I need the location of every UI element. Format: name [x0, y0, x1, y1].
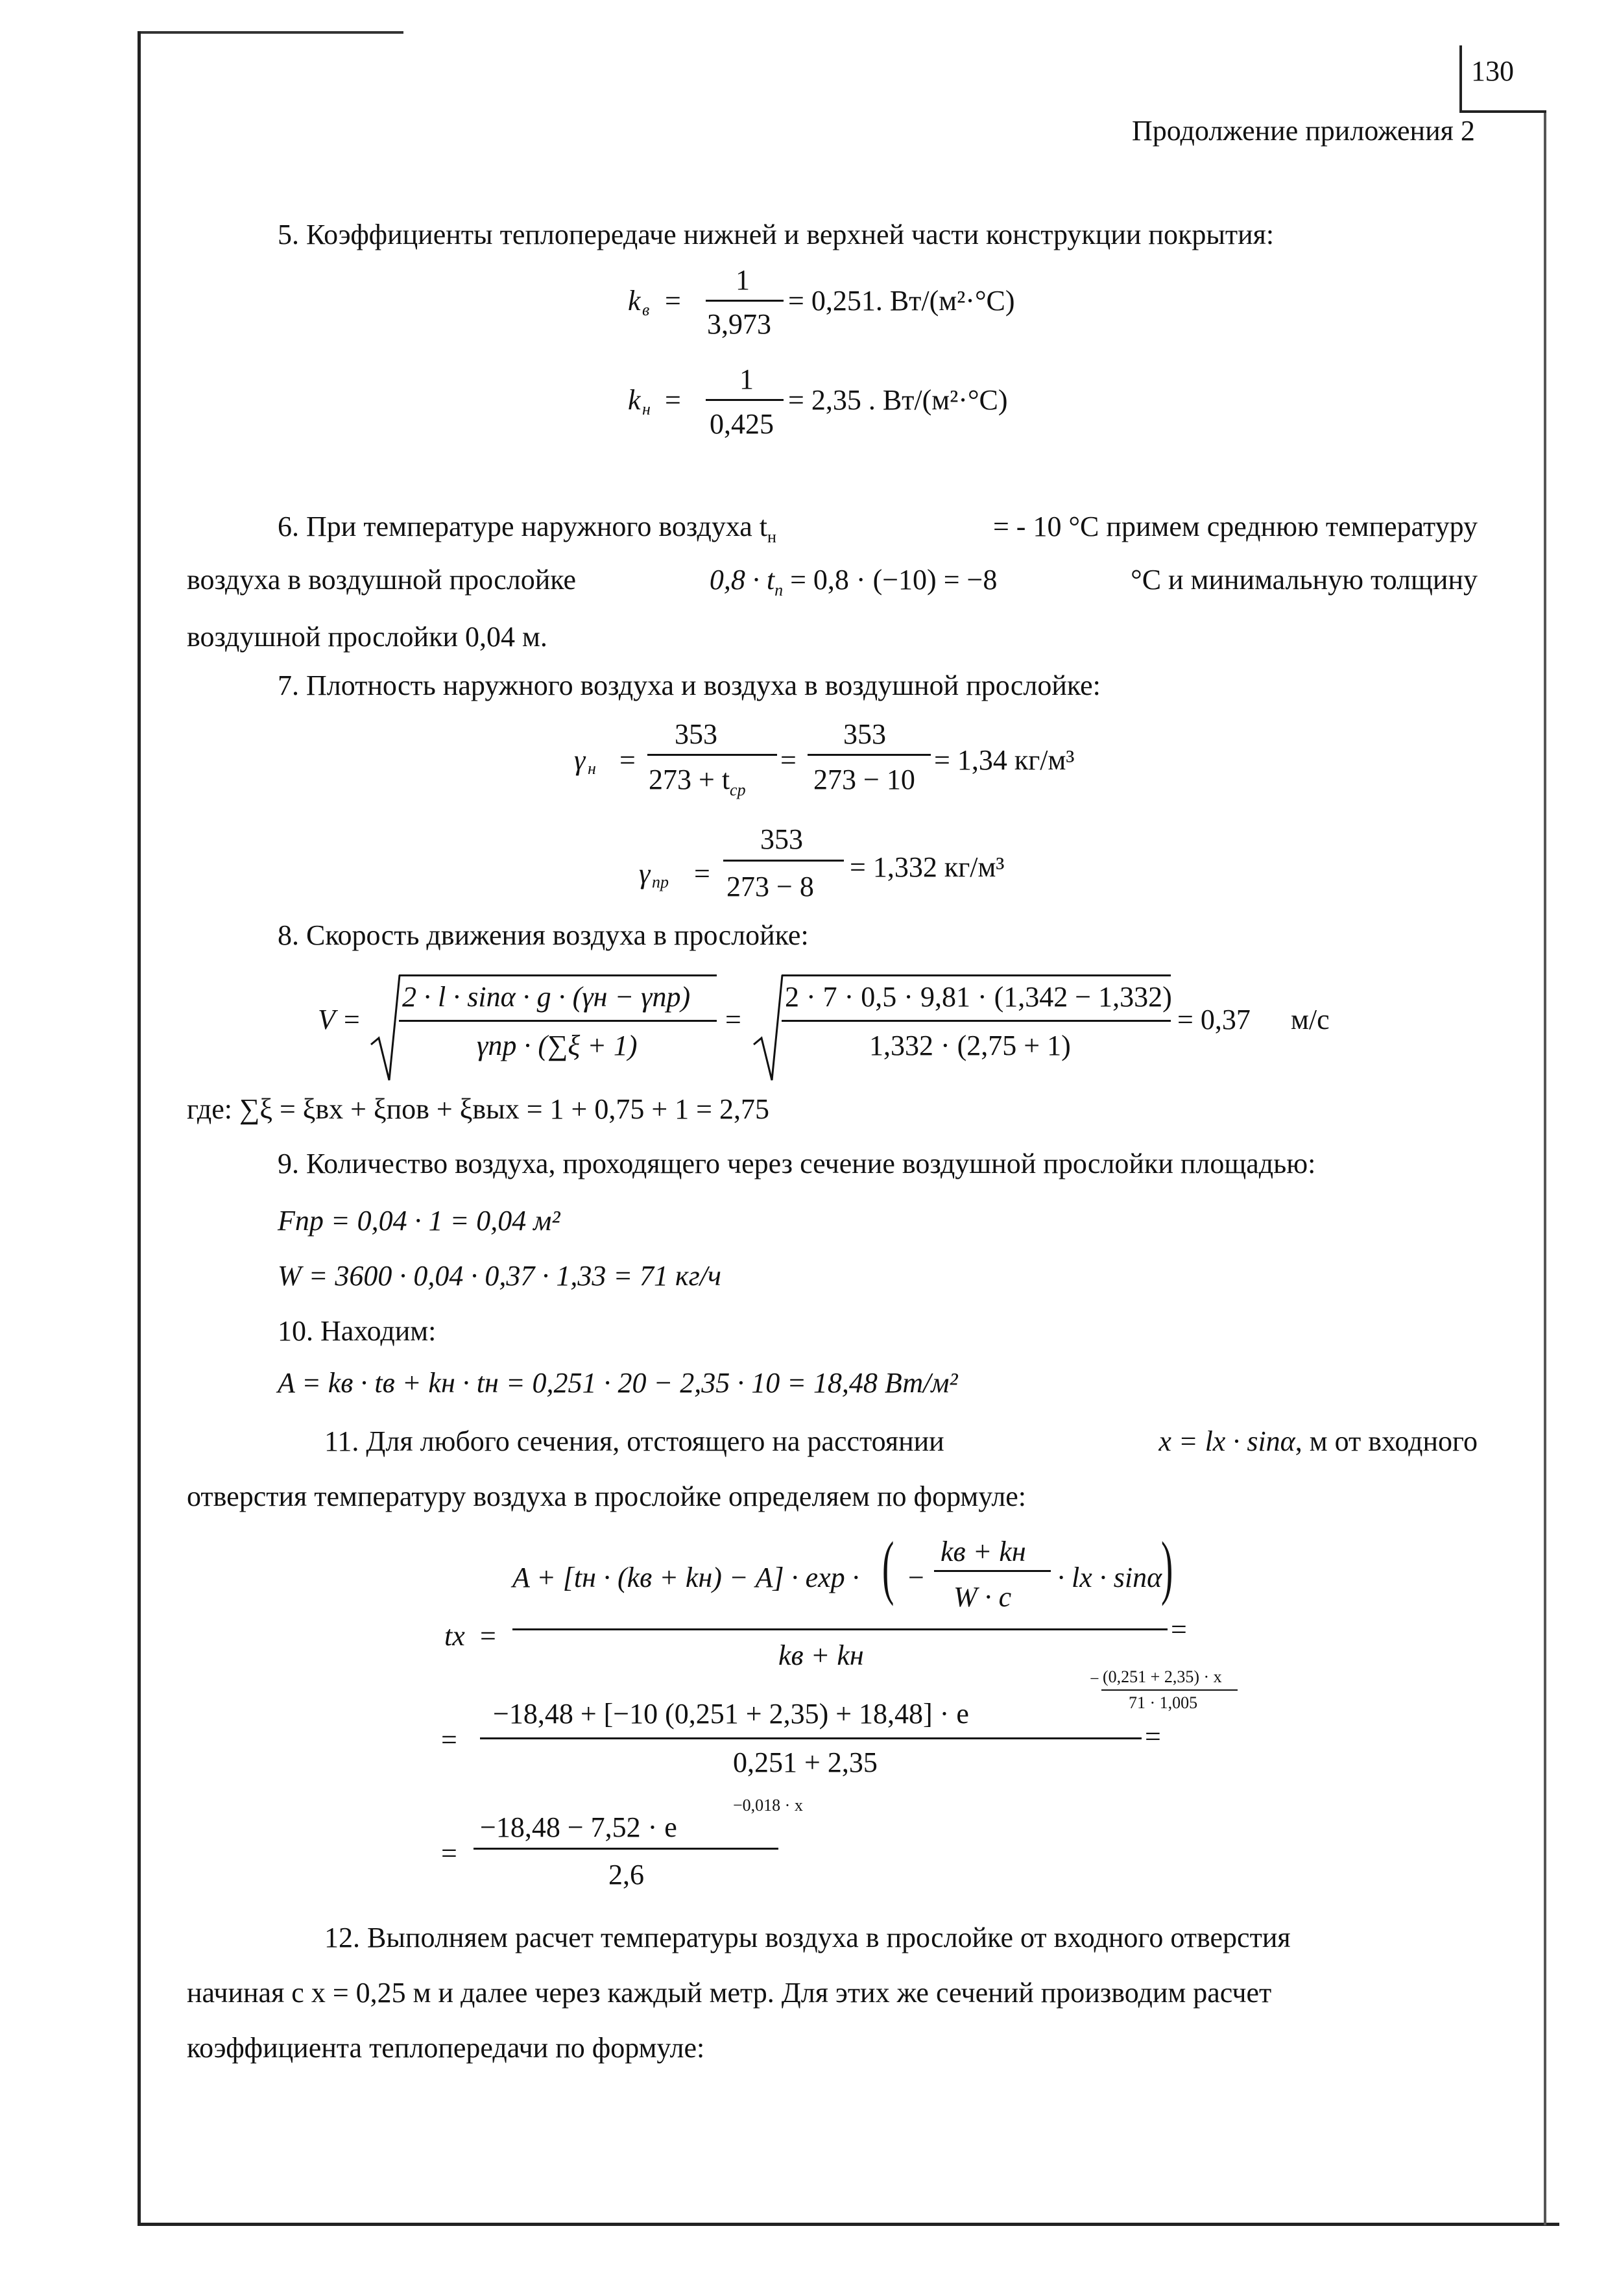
tx-exp-tail: · lx · sinα [1057, 1562, 1162, 1593]
frame-left-line [138, 31, 141, 2224]
tx-eq3-bar [474, 1848, 778, 1850]
section-6-line-2: воздуха в воздушной прослойке $0,8 \cdot t_п = 0,8 \cdot (-10) = -8$ °С и минимальную толщину [187, 564, 1478, 599]
tx-eq1-equals-tail: = [1171, 1613, 1187, 1645]
section-11-line-1: 11. Для любого сечения, отстоящего на расстоянии x = lx · sinα, м от входного [324, 1425, 1478, 1457]
radical-sign-2 [752, 973, 785, 1083]
tx-exp-bar [934, 1570, 1051, 1572]
gamma-n-result: = 1,34 кг/м³ [934, 744, 1075, 776]
tx-eq2-equals-tail: = [1145, 1721, 1161, 1752]
gamma-n-den2: 273 − 10 [813, 764, 915, 795]
kv-denominator: 3,973 [707, 308, 771, 340]
section-5-title: 5. Коэффициенты теплопередаче нижней и верхней части конструкции покрытия: [278, 219, 1275, 250]
velocity-f1-numerator: 2 · l · sinα · g · (γн − γпр) [402, 981, 691, 1013]
gamma-pr-equals: = [694, 858, 710, 889]
formula-area: Fпр = 0,04 · 1 = 0,04 м² [278, 1205, 560, 1237]
page-number: 130 [1471, 55, 1514, 87]
tx-symbol: tx [444, 1620, 465, 1652]
page-header: Продолжение приложения 2 [1132, 115, 1475, 147]
tx-paren-close: ) [1161, 1527, 1173, 1606]
tx-paren-open: ( [882, 1527, 894, 1606]
kv-subscript: в [642, 300, 650, 319]
gamma-pr-result: = 1,332 кг/м³ [850, 851, 1005, 883]
radical-2-top-bar [782, 974, 1171, 976]
kn-result: = 2,35 . Вт/(м²·°С) [788, 384, 1008, 416]
tx-equals: = [480, 1620, 496, 1652]
kv-result: = 0,251. Вт/(м²·°С) [788, 285, 1015, 317]
velocity-result: = 0,37 [1177, 1004, 1251, 1035]
tx-eq2-sup-bar [1101, 1689, 1238, 1691]
kn-denominator: 0,425 [710, 408, 774, 440]
tx-eq2-sup-denominator: 71 · 1,005 [1129, 1693, 1198, 1712]
section-6-line-3: воздушной прослойки 0,04 м. [187, 621, 547, 653]
velocity-equals-2: = [725, 1004, 741, 1035]
kv-fraction-bar [706, 300, 784, 302]
gamma-n-eq1: = [619, 744, 636, 776]
kv-equals: = [665, 285, 681, 317]
tx-eq3-numerator: −18,48 − 7,52 · e [480, 1811, 677, 1843]
gamma-n-bar2 [808, 754, 931, 756]
gamma-pr-num: 353 [760, 823, 803, 855]
section-8-title: 8. Скорость движения воздуха в прослойке: [278, 919, 809, 951]
tx-exp-numerator: kв + kн [941, 1536, 1026, 1567]
tx-eq2-denominator: 0,251 + 2,35 [733, 1746, 878, 1778]
gamma-n-den1: $273 + t_{ср}$ [649, 764, 746, 799]
frame-top-line [138, 31, 403, 34]
formula-airflow: W = 3600 · 0,04 · 0,37 · 1,33 = 71 кг/ч [278, 1260, 721, 1292]
tx-eq2-equals: = [441, 1724, 457, 1756]
radical-1-top-bar [399, 974, 717, 976]
tx-eq1-denominator: kв + kн [778, 1639, 864, 1671]
section-7-title: 7. Плотность наружного воздуха и воздуха в воздушной прослойке: [278, 670, 1101, 701]
tx-eq2-sup-minus: − [1090, 1669, 1099, 1688]
frame-bottom-line [138, 2223, 1559, 2226]
section-6-line-1: 6. При температуре наружного воздуха $t_н$ = - 10 °С примем среднюю температуру [278, 511, 1478, 546]
gamma-n-eq2: = [780, 744, 797, 776]
gamma-pr-symbol: γ [639, 858, 651, 889]
kn-fraction-bar [706, 399, 784, 401]
velocity-f2-numerator: 2 · 7 · 0,5 · 9,81 · (1,342 − 1,332) [785, 981, 1172, 1013]
tx-eq1-numerator: A + [tн · (kв + kн) − A] · exp · [512, 1562, 859, 1593]
frame-right-line [1544, 110, 1546, 2225]
kn-subscript: н [642, 400, 651, 418]
kv-symbol: k [628, 285, 641, 317]
kv-numerator: 1 [736, 264, 750, 296]
gamma-n-num2: 353 [843, 718, 886, 750]
section-11-line-2: отверстия температуру воздуха в прослойке определяем по формуле: [187, 1480, 1027, 1512]
gamma-n-subscript: н [588, 759, 596, 778]
section-12-line-3: коэффициента теплопередачи по формуле: [187, 2032, 705, 2064]
tx-eq3-equals: = [441, 1837, 457, 1869]
gamma-pr-subscript: пр [652, 873, 669, 891]
gamma-n-num1: 353 [675, 718, 717, 750]
gamma-pr-den: 273 − 8 [726, 871, 814, 902]
section-12-line-1: 12. Выполняем расчет температуры воздуха в прослойке от входного отверстия [324, 1922, 1291, 1953]
radical-sign-1 [370, 973, 402, 1083]
tx-eq3-superscript: −0,018 · x [733, 1796, 803, 1815]
gamma-n-bar1 [647, 754, 777, 756]
velocity-f1-denominator: γпр · (∑ξ + 1) [477, 1030, 638, 1061]
formula-a: A = kв · tв + kн · tн = 0,251 · 20 − 2,35 · 10 = 18,48 Вт/м² [278, 1367, 958, 1399]
velocity-f2-denominator: 1,332 · (2,75 + 1) [869, 1030, 1071, 1061]
tx-eq2-bar [480, 1737, 1142, 1739]
velocity-lhs: V = [318, 1004, 361, 1035]
section-10-title: 10. Находим: [278, 1315, 437, 1347]
kn-equals: = [665, 384, 681, 416]
velocity-f1-bar [399, 1020, 717, 1022]
tx-eq2-numerator: −18,48 + [−10 (0,251 + 2,35) + 18,48] · e [493, 1698, 969, 1730]
tx-eq1-bar [512, 1628, 1168, 1630]
velocity-unit: м/с [1291, 1004, 1330, 1035]
tx-eq2-sup-numerator: (0,251 + 2,35) · x [1103, 1667, 1222, 1686]
section-9-title: 9. Количество воздуха, проходящего через сечение воздушной прослойки площадью: [278, 1148, 1316, 1179]
section-12-line-2: начиная с x = 0,25 м и далее через каждый метр. Для этих же сечений производим расчет [187, 1977, 1272, 2009]
kn-numerator: 1 [739, 363, 754, 395]
velocity-where-clause: где: ∑ξ = ξвх + ξпов + ξвых = 1 + 0,75 + 1 = 2,75 [187, 1093, 769, 1125]
gamma-pr-bar [723, 860, 844, 862]
tx-eq3-denominator: 2,6 [608, 1859, 644, 1891]
gamma-n-symbol: γ [574, 744, 586, 776]
kn-symbol: k [628, 384, 641, 416]
tx-minus: − [908, 1562, 924, 1593]
tx-exp-denominator: W · c [953, 1581, 1012, 1613]
velocity-f2-bar [782, 1020, 1171, 1022]
